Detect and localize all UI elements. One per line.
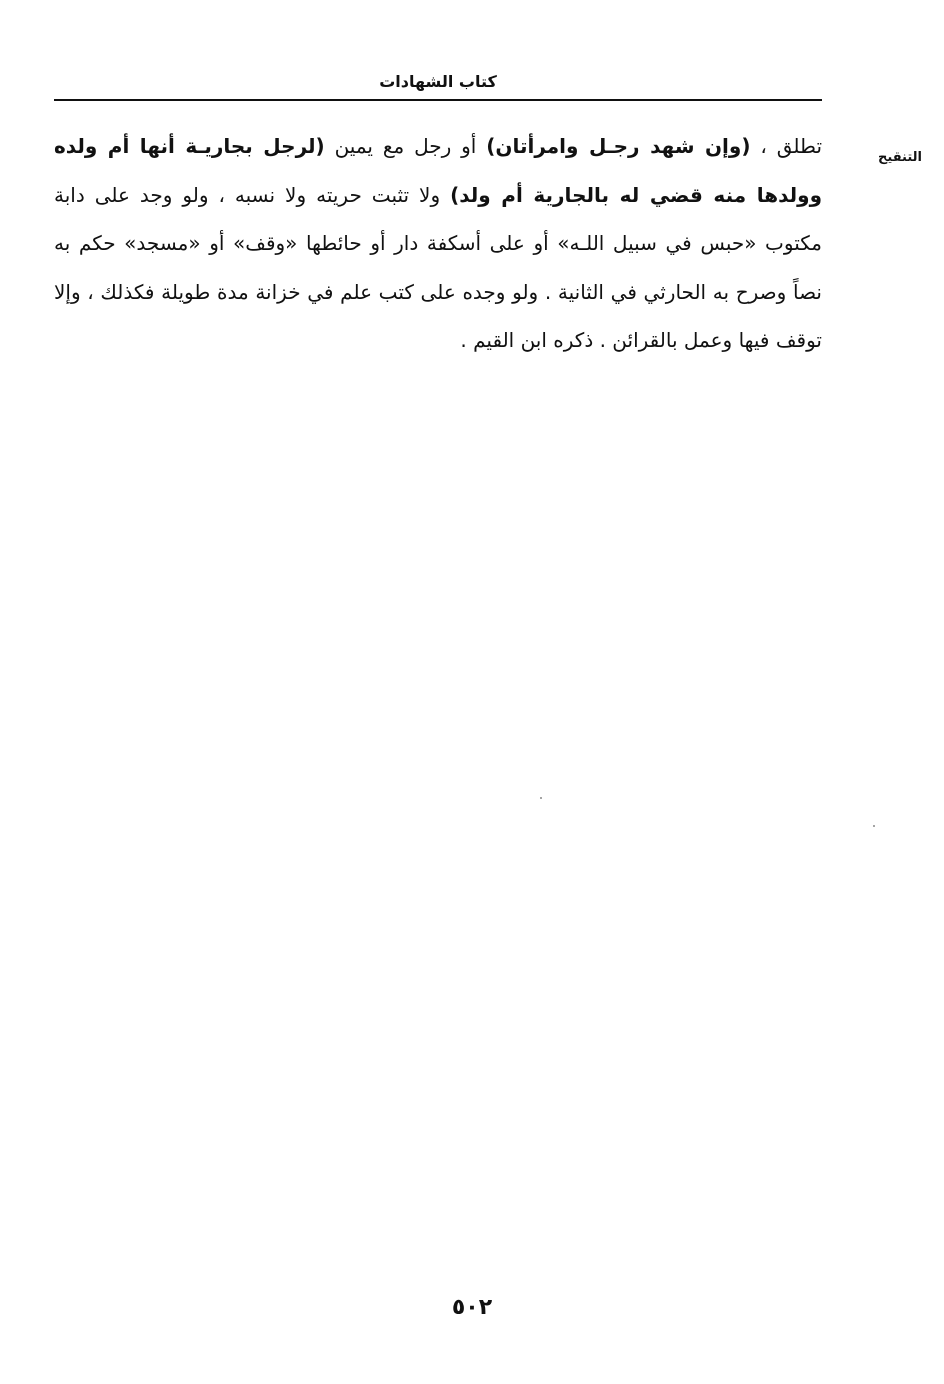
- scan-speck: [540, 797, 542, 799]
- scan-speck: [873, 825, 875, 827]
- margin-label: التنقيح: [878, 150, 922, 165]
- main-paragraph: [54, 122, 822, 365]
- page-number: ٥٠٢: [451, 1295, 493, 1320]
- bold-segment-1: (وإن شهد رجـل وامرأتان): [486, 134, 751, 158]
- header-rule: [54, 99, 822, 101]
- running-head-title: كتاب الشهادات: [379, 72, 497, 91]
- text-segment-3: ولا تثبت حريته ولا نسبه ، ولو وجد على دابة مكتوب «حبس في سبيل اللـه» أو على أسكفة دار أو حائطها «وقف» أو «مسجد» حكم به نصاً وصرح به الحارثي في الثانية . ولو وجده على كتب علم في خزانة مدة طويلة فكذلك ، وإلا توقف فيها وعمل بالقرائن . ذكره ابن القيم .: [54, 182, 822, 352]
- text-segment-1: تطلق ،: [750, 134, 823, 158]
- bold-segment-2: (لرجل بجاريـة أنها أم ولده وولدها منه قضي له بالجارية أم ولد): [54, 134, 822, 207]
- text-segment-2: أو رجل مع يمين: [324, 134, 487, 158]
